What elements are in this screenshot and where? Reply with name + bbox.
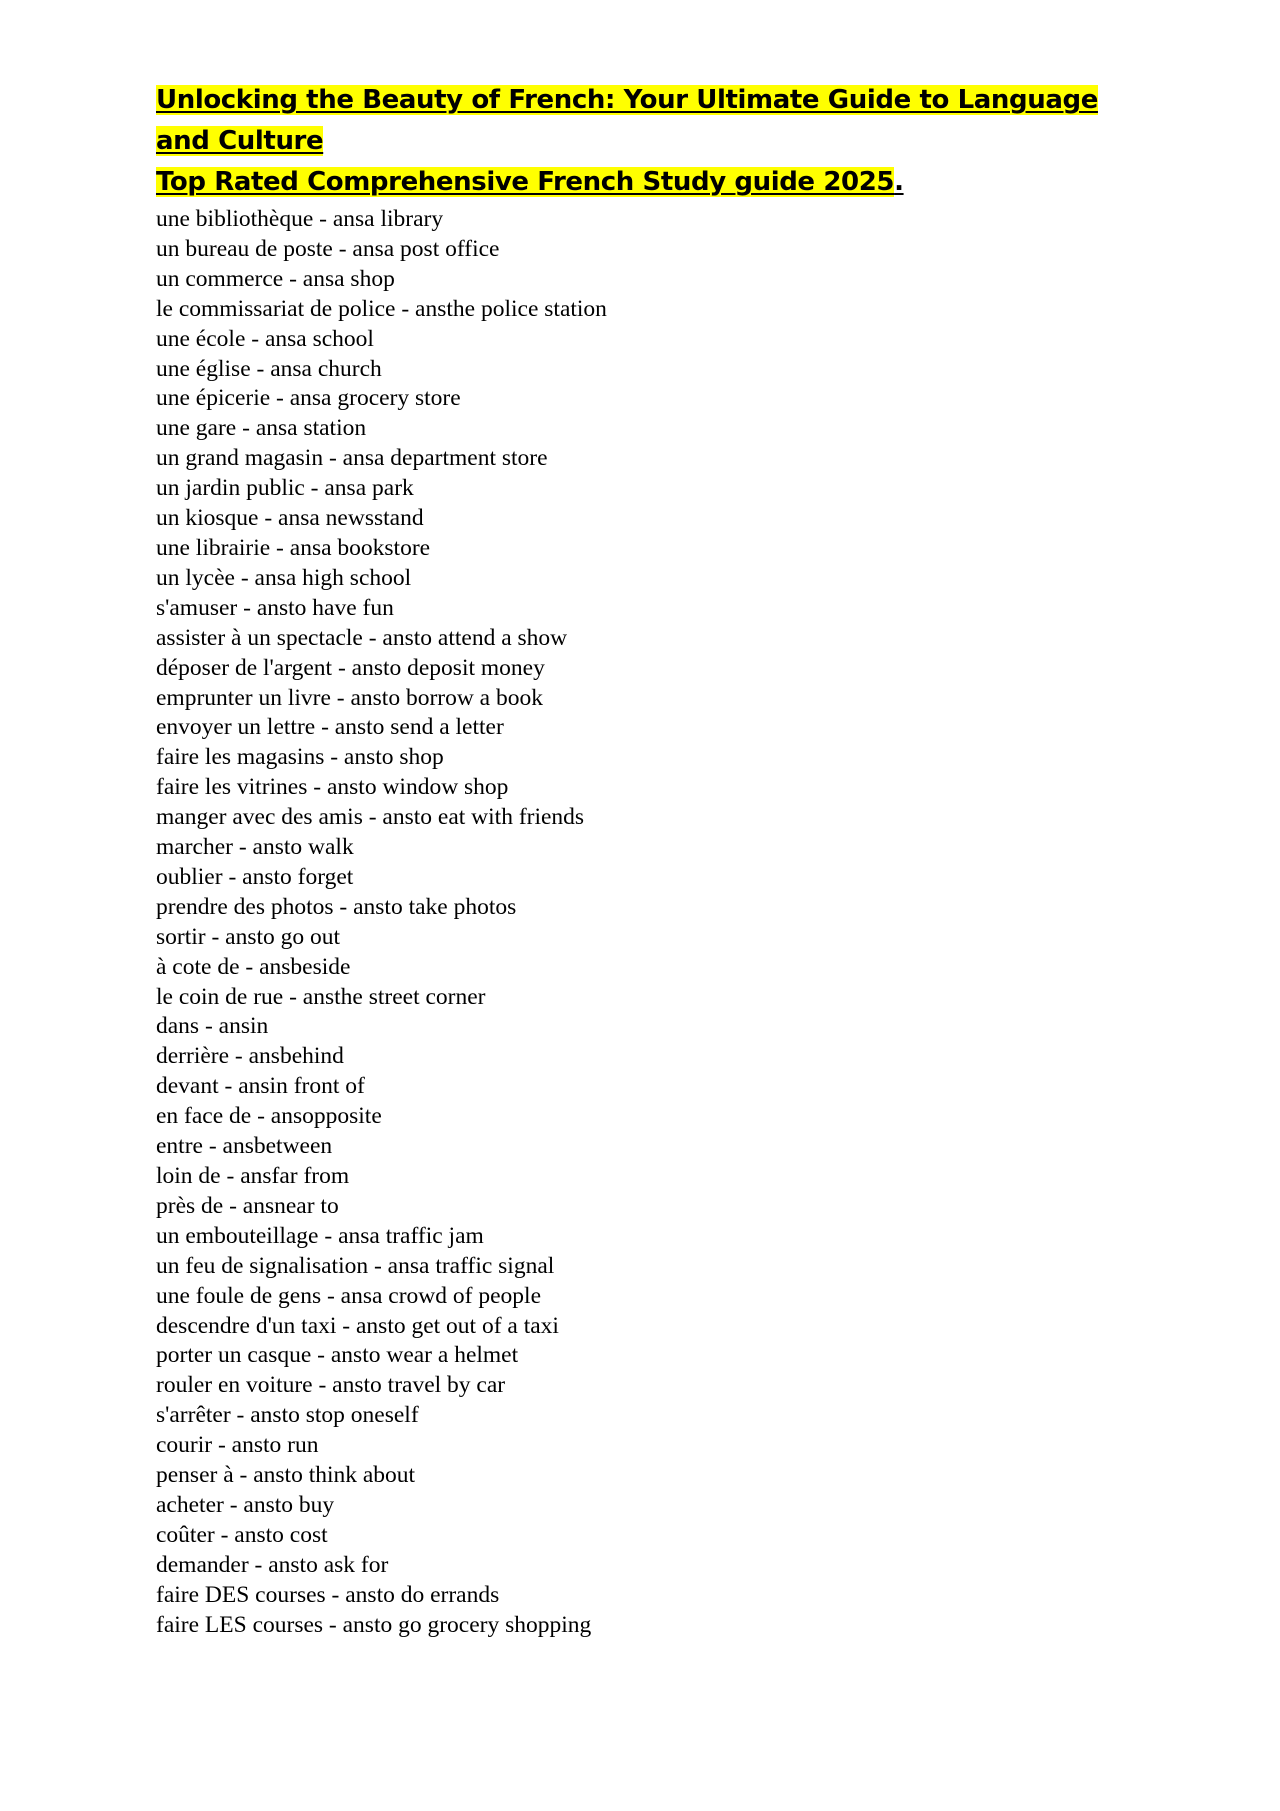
vocabulary-entry: faire DES courses - ansto do errands [156, 1581, 500, 1608]
document-page [156, 80, 1116, 1641]
vocabulary-entry: faire les magasins - ansto shop [156, 744, 444, 771]
vocabulary-entry: en face de - ansopposite [156, 1103, 382, 1130]
vocabulary-entry: prendre des photos - ansto take photos [156, 893, 517, 920]
vocabulary-entry: un embouteillage - ansa traffic jam [156, 1222, 484, 1249]
vocabulary-entry: un commerce - ansa shop [156, 265, 395, 292]
vocabulary-entry: une école - ansa school [156, 325, 374, 352]
vocabulary-entry: rouler en voiture - ansto travel by car [156, 1372, 506, 1399]
vocabulary-entry: s'arrêter - ansto stop oneself [156, 1402, 419, 1429]
vocabulary-entry: un feu de signalisation - ansa traffic signal [156, 1252, 555, 1279]
vocabulary-entry: une foule de gens - ansa crowd of people [156, 1282, 541, 1309]
title-line-2-period: . [894, 167, 904, 197]
vocabulary-entry: demander - ansto ask for [156, 1551, 389, 1578]
vocabulary-entry: descendre d'un taxi - ansto get out of a taxi [156, 1312, 559, 1339]
vocabulary-entry: une gare - ansa station [156, 415, 367, 442]
vocabulary-entry: une église - ansa church [156, 355, 382, 382]
document-title [156, 80, 1116, 203]
vocabulary-entry: entre - ansbetween [156, 1133, 333, 1160]
vocabulary-entry: courir - ansto run [156, 1432, 319, 1459]
vocabulary-entry: un grand magasin - ansa department store [156, 445, 548, 472]
vocabulary-entry: le coin de rue - ansthe street corner [156, 983, 486, 1010]
vocabulary-entry: le commissariat de police - ansthe police station [156, 295, 607, 322]
vocabulary-entry: penser à - ansto think about [156, 1462, 416, 1489]
vocabulary-entry: oublier - ansto forget [156, 863, 354, 890]
vocabulary-entry: marcher - ansto walk [156, 834, 354, 861]
vocabulary-entry: une bibliothèque - ansa library [156, 206, 444, 232]
vocabulary-entry: dans - ansin [156, 1013, 269, 1040]
vocabulary-entry: un bureau de poste - ansa post office [156, 235, 500, 262]
vocabulary-entry: une librairie - ansa bookstore [156, 534, 431, 561]
vocabulary-entry: acheter - ansto buy [156, 1491, 335, 1518]
vocabulary-entry: s'amuser - ansto have fun [156, 594, 394, 621]
vocabulary-entry: devant - ansin front of [156, 1073, 365, 1100]
title-line-1: Unlocking the Beauty of French: Your Ultimate Guide to Language and Culture [156, 85, 1098, 156]
vocabulary-entry: un kiosque - ansa newsstand [156, 505, 424, 532]
vocabulary-entry: un jardin public - ansa park [156, 475, 414, 502]
vocabulary-entry: derrière - ansbehind [156, 1043, 344, 1070]
vocabulary-entry: manger avec des amis - ansto eat with friends [156, 804, 585, 831]
vocabulary-entry: un lycèe - ansa high school [156, 564, 412, 591]
title-line-2: Top Rated Comprehensive French Study guide 2025 [156, 167, 895, 197]
vocabulary-entry: sortir - ansto go out [156, 923, 341, 950]
vocabulary-entry: loin de - ansfar from [156, 1163, 350, 1189]
vocabulary-entry: coûter - ansto cost [156, 1521, 328, 1548]
vocabulary-entry: faire les vitrines - ansto window shop [156, 774, 509, 801]
vocabulary-entry: à cote de - ansbeside [156, 953, 351, 980]
vocabulary-entry: près de - ansnear to [156, 1192, 339, 1219]
vocabulary-entry: déposer de l'argent - ansto deposit money [156, 654, 545, 681]
vocabulary-entry: emprunter un livre - ansto borrow a book [156, 684, 543, 711]
vocabulary-entry: porter un casque - ansto wear a helmet [156, 1342, 519, 1369]
vocabulary-entry: faire LES courses - ansto go grocery shopping [156, 1611, 592, 1638]
vocabulary-entry: envoyer un lettre - ansto send a letter [156, 714, 504, 741]
vocabulary-list [156, 205, 1116, 1641]
vocabulary-entry: assister à un spectacle - ansto attend a show [156, 624, 568, 651]
vocabulary-entry: une épicerie - ansa grocery store [156, 385, 461, 412]
